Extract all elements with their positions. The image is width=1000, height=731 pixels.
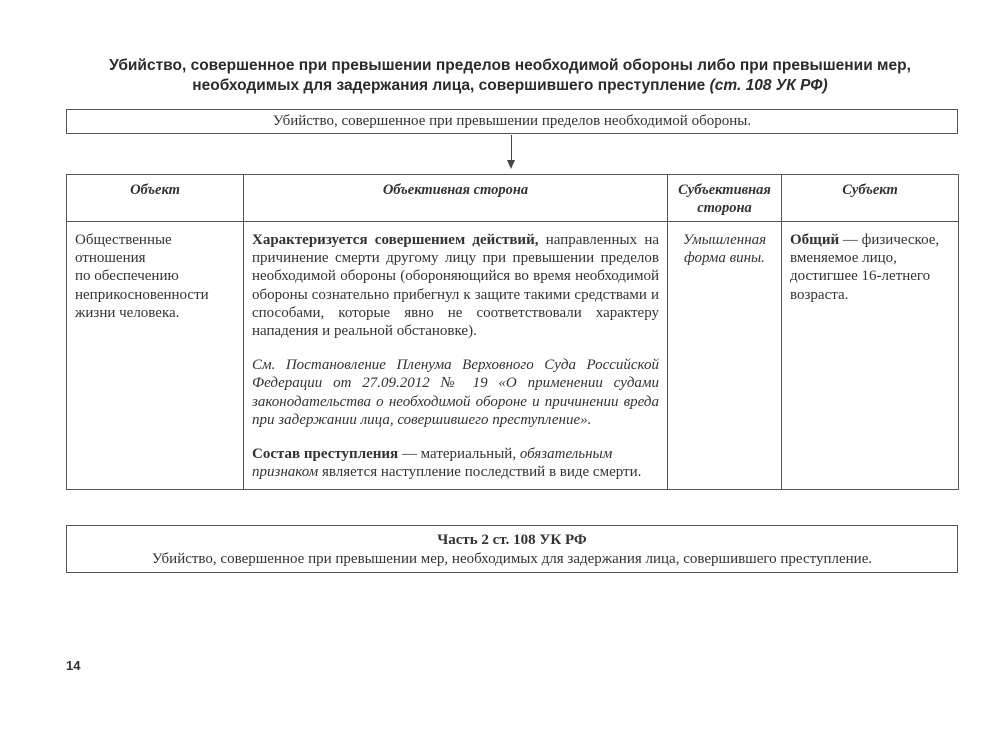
- title-reference: (ст. 108 УК РФ): [709, 77, 828, 94]
- part-2-text: Убийство, совершенное при превышении мер, необходимых для задержания лица, совершившего преступление.: [151, 551, 873, 567]
- subjective-line-1: Умышленная: [682, 232, 767, 248]
- header-object: Объект: [67, 175, 244, 222]
- cell-object: [67, 222, 244, 490]
- subject-bold: Общий: [790, 232, 840, 248]
- page-title: [100, 56, 920, 96]
- composition-table: [66, 174, 959, 490]
- header-subject: Субъект: [782, 175, 959, 222]
- object-line-5: жизни человека.: [75, 304, 180, 321]
- title-line-1: Убийство, совершенное при превышении пределов необходимой обороны либо при превышении мер,: [109, 57, 911, 74]
- arrow-line: [511, 135, 512, 162]
- subject-rest: — физическое, вменяемое лицо, достигшее 16-летнего возраста.: [790, 232, 940, 303]
- title-line-2-text: необходимых для задержания лица, совершившего преступление: [192, 77, 706, 94]
- objective-p3-bold: Состав преступления: [252, 446, 399, 463]
- header-subjective-side: Субъективная сторона: [668, 175, 782, 222]
- definition-box: Убийство, совершенное при превышении пределов необходимой обороны.: [66, 109, 958, 134]
- header-objective-side: Объективная сторона: [244, 175, 668, 222]
- objective-p3-italic: обязательным признаком: [252, 446, 613, 481]
- objective-paragraph-1: [252, 231, 659, 340]
- cell-subject: [782, 222, 959, 490]
- objective-p3-text: является наступление последствий в виде смерти.: [322, 464, 642, 481]
- part-2-heading: Часть 2 ст. 108 УК РФ: [437, 532, 587, 548]
- title-line-2: [100, 76, 920, 96]
- object-line-1: Общественные: [75, 232, 172, 248]
- cell-objective-side: [244, 222, 668, 490]
- objective-paragraph-2: См. Постановление Пленума Верховного Суда Российской Федерации от 27.09.2012 № 19 «О применении судами законодательства о необходимой обороне и причинении вреда при задержании лица, совершившего преступление».: [252, 357, 659, 428]
- arrow-down-icon: [507, 160, 515, 169]
- object-line-2: отношения: [75, 250, 146, 267]
- objective-p1-bold: Характеризуется совершением действий,: [252, 232, 539, 248]
- objective-p3-dash: — материальный,: [398, 446, 520, 463]
- part-2-box: [66, 525, 958, 573]
- object-line-4: неприкосновенности: [75, 286, 209, 303]
- cell-subjective-side: [668, 222, 782, 490]
- page-number: 14: [66, 658, 81, 673]
- objective-paragraph-3: [252, 445, 659, 481]
- table-row: [67, 222, 959, 490]
- subject-text: [790, 231, 950, 304]
- table-header-row: [67, 175, 959, 222]
- objective-p1-text: направленных на причинение смерти другому лицу при превышении пределов необходимой обороны (обороняющийся во время необходимой обороны сознательно прибегнул к защите такими средствами и способами, которые явно не соответствовали характеру нападения и реальной обстановке).: [252, 232, 659, 340]
- subjective-line-2: форма вины.: [684, 250, 765, 267]
- object-line-3: по обеспечению: [75, 268, 179, 285]
